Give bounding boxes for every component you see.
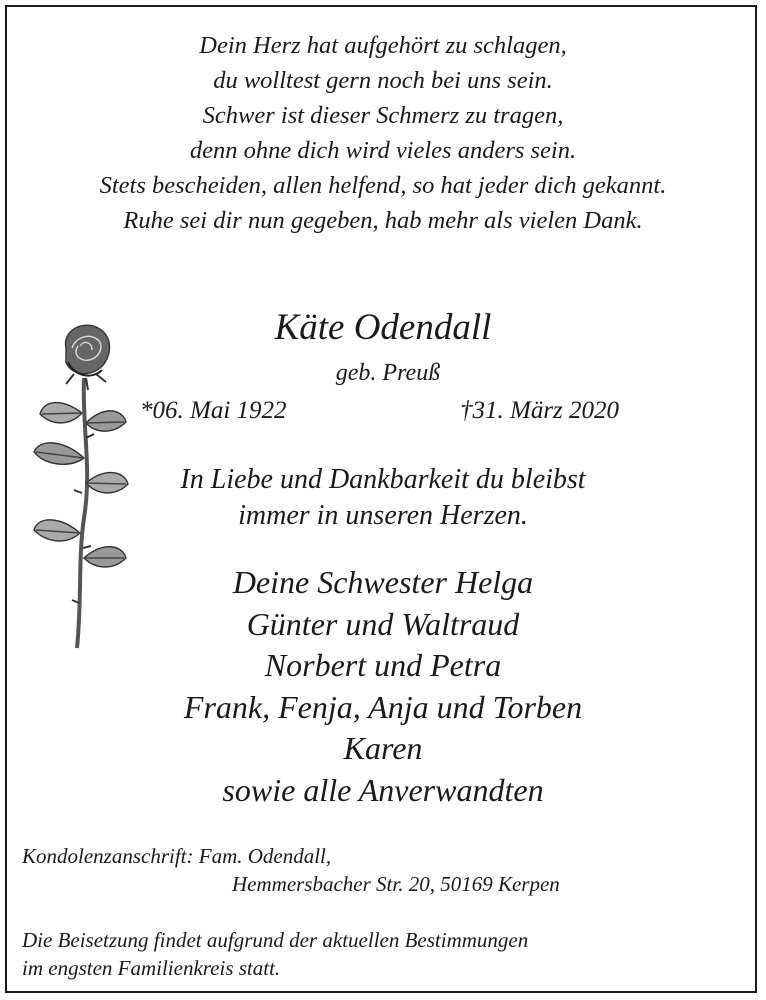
death-date: †31. März 2020 <box>460 397 620 424</box>
poem-line: Schwer ist dieser Schmerz zu tragen, <box>202 102 564 129</box>
memorial-poem <box>0 28 766 238</box>
poem-line: du wolltest gern noch bei uns sein. <box>213 67 553 94</box>
birth-date: *06. Mai 1922 <box>140 397 287 424</box>
motto-line: immer in unseren Herzen. <box>238 500 528 531</box>
condolence-address: Hemmersbacher Str. 20, 50169 Kerpen <box>232 872 560 896</box>
mourner-line: Norbert und Petra <box>264 647 502 683</box>
mourners-list <box>0 562 766 811</box>
poem-line: Ruhe sei dir nun gegeben, hab mehr als vielen Dank. <box>123 207 643 234</box>
burial-note <box>22 926 528 982</box>
burial-line: im engsten Familienkreis statt. <box>22 956 281 980</box>
mourner-line: Günter und Waltraud <box>246 605 520 642</box>
mourner-line: Karen <box>343 730 423 766</box>
poem-line: denn ohne dich wird vieles anders sein. <box>189 137 577 164</box>
motto-line: In Liebe und Dankbarkeit du bleibst <box>180 464 586 495</box>
mourner-line: sowie alle Anverwandten <box>222 771 544 808</box>
deceased-name: Käte Odendall <box>274 307 492 348</box>
mourner-line: Deine Schwester Helga <box>232 564 534 600</box>
mourner-line: Frank, Fenja, Anja und Torben <box>183 688 583 725</box>
memorial-motto <box>0 462 766 534</box>
burial-line: Die Beisetzung findet aufgrund der aktuellen Bestimmungen <box>22 928 529 952</box>
poem-line: Stets bescheiden, allen helfend, so hat jeder dich gekannt. <box>99 172 667 199</box>
poem-line: Dein Herz hat aufgehört zu schlagen, <box>199 32 567 59</box>
maiden-name: geb. Preuß <box>335 360 441 386</box>
condolence-label: Kondolenzanschrift: Fam. Odendall, <box>22 844 332 868</box>
